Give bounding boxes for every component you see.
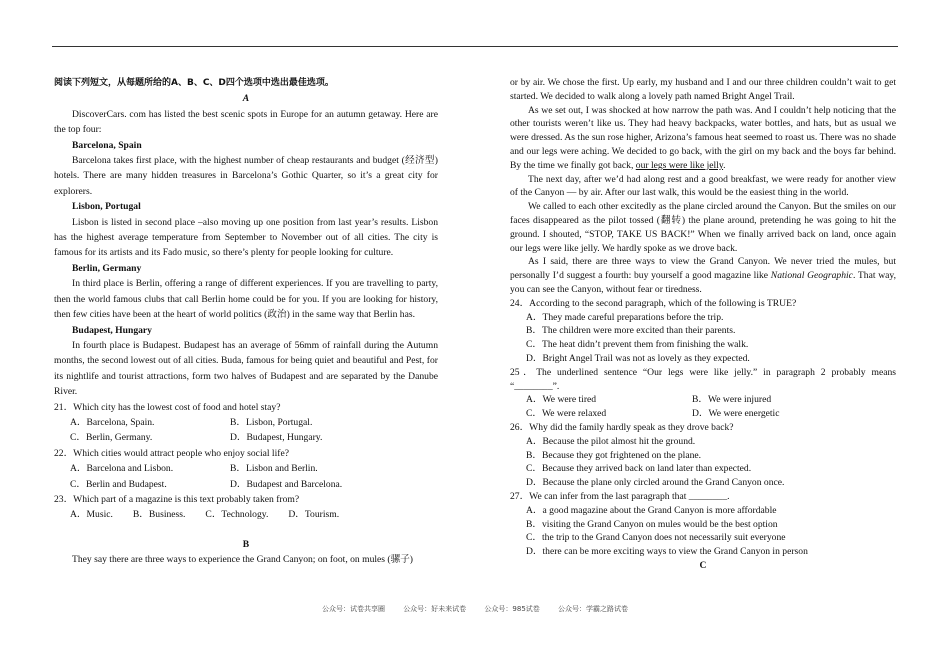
option: B．Because they got frightened on the plane. [526,449,702,461]
passage-a-label: A [242,93,250,105]
option: A．They made careful preparations before the trip. [526,311,724,323]
question-options [510,407,896,421]
footer-item: 公众号：好未来试卷 [403,605,467,613]
option: A．Music. [70,509,113,521]
section-heading: Berlin, Germany [72,262,142,274]
option: C．Berlin, Germany. [70,432,153,444]
passage-b-label: B [242,538,250,550]
section-heading: Lisbon, Portugal [72,201,141,213]
p2-text: As we set out, I was shocked at how narrow the path was. And I couldn’t help noticing that the other tourists weren’t like us. They had heavy backpacks, water bottles, and hats, but as usual we were dressed. As the sun rose higher, Arizona’s famous heat seemed to roast us. There was no shade and our legs were aching. We decided to go back, with the girl on my back and the boys far behind. By the time we finally got back, [510,104,896,171]
p2-end: . [723,159,726,171]
footer-item: 公众号：学霸之路试卷 [558,605,629,613]
left-column [54,76,438,568]
question-options [54,477,438,492]
magazine-name: National Geographic [770,270,853,282]
p5-text: As I said, there are three ways to view the Grand Canyon. We never tried the mules, but personally I’d suggest a fourth: buy yourself a good magazine like [510,256,896,282]
question-options [54,461,438,476]
option: B．visiting the Grand Canyon on mules would be the best option [526,518,778,530]
passage-b-p1-start: They say there are three ways to experience the Grand Canyon; on foot, on mules (骡子) [72,554,413,566]
section-text: Barcelona takes first place, with the highest number of cheap restaurants and budget (经济型) hotels. There are many hidden treasures in Barcelona’s Gothic Quarter, so it’s a great city for explorers. [54,155,438,197]
footer [0,604,950,614]
option: C．the trip to the Grand Canyon does not necessarily suit everyone [526,532,786,544]
option: D．Because the plane only circled around the Grand Canyon once. [526,477,785,489]
option: B．The children were more excited than their parents. [526,325,736,337]
question-stem: 24．According to the second paragraph, which of the following is TRUE? [510,297,797,309]
option: D．We were energetic [692,408,780,420]
option: B．Lisbon, Portugal. [230,416,313,428]
question-options [54,430,438,445]
question-stem: 27．We can infer from the last paragraph that ________. [510,490,730,502]
question-options [54,507,438,522]
underlined-sentence: our legs were like jelly [635,159,724,171]
question-stem: 26．Why did the family hardly speak as they drove back? [510,421,734,433]
passage-b-p2 [510,104,896,173]
footer-item: 公众号：试卷共享圈 [321,605,385,613]
option: C．We were relaxed [526,408,607,420]
option: C．The heat didn’t prevent them from finishing the walk. [526,339,749,351]
option: D．Bright Angel Trail was not as lovely as they expected. [526,352,750,364]
passage-b-p4: We called to each other excitedly as the plane circled around the Canyon. But the smiles on our faces disappeared as the pilot tossed (翻转) the plane around, pretending he was going to hit the ground. I shouted, “STOP, TAKE US BACK!” When we finally arrived back on land, once again our legs were like jelly. We hardly spoke as we drove back. [510,201,896,254]
passage-b-p1-end: or by air. We chose the first. Up early, my husband and I and our three children couldn’t wait to get started. We decided to walk along a lovely path named Bright Angel Trail. [510,77,896,102]
option: C．Berlin and Budapest. [70,478,167,490]
option: C．Technology. [205,509,269,521]
option: D．Tourism. [288,509,340,521]
passage-b-p5 [510,255,896,296]
footer-item: 公众号：985试卷 [484,605,540,613]
question-stem: 21．Which city has the lowest cost of food and hotel stay? [54,401,281,413]
p5-end: . That way, you can see the Canyon, without fear or tiredness. [510,270,896,295]
instruction: 阅读下列短文，从每题所给的A、B、C、D四个选项中选出最佳选项。 [54,78,334,88]
question-options [54,415,438,430]
question-stem: 23．Which part of a magazine is this text probably taken from? [54,493,300,505]
option: A．Barcelona, Spain. [70,416,155,428]
option: B．Lisbon and Berlin. [230,463,318,475]
option: D．Budapest and Barcelona. [230,478,343,490]
option: D．there can be more exciting ways to view the Grand Canyon in person [526,546,808,558]
section-text: Lisbon is listed in second place –also moving up one position from last year’s results. Lisbon has the highest average temperature from September to November out of all cities. The city is famous for its artists and its Fado music, so there’s plenty for people looking for culture. [54,216,438,259]
option: A．Because the pilot almost hit the ground. [526,435,696,447]
option: A．a good magazine about the Grand Canyon is more affordable [526,504,777,516]
option: A．We were tired [526,394,597,406]
section-text: In third place is Berlin, offering a range of different experiences. If you are travelling to party, then the world famous clubs that call Berlin home could be for you. If you are looking for history, then few cities have been at the heart of world politics (政治) in the same way that Berlin has. [54,278,438,321]
option: D．Budapest, Hungary. [230,432,323,444]
option: C．Because they arrived back on land later than expected. [526,463,752,475]
option: B．Business. [132,509,186,521]
section-heading: Barcelona, Spain [72,139,142,151]
question-stem: 25．The underlined sentence “Our legs were like jelly.” in paragraph 2 probably means “________”. [510,366,896,392]
header-rule [52,46,898,47]
section-heading: Budapest, Hungary [72,324,152,336]
question-stem: 22．Which cities would attract people who enjoy social life? [54,447,289,459]
option: B．We were injured [692,394,772,406]
passage-c-label: C [699,559,707,571]
passage-b-p3: The next day, after we’d had along rest and a good breakfast, we were ready for another view of the Canyon — by air. After our last walk, this would be the easiest thing in the world. [510,173,896,199]
section-text: In fourth place is Budapest. Budapest has an average of 56mm of rainfall during the Autumn months, the second lowest out of all cities. Buda, famous for being quiet and beautiful and Pest, for its nightlife and tourist attractions, form two halves of Budapest and are separated by the Danube River. [54,339,438,398]
option: A．Barcelona and Lisbon. [70,463,174,475]
passage-a-intro: DiscoverCars. com has listed the best scenic spots in Europe for an autumn getaway. Here are the top four: [54,108,438,136]
right-column [510,76,896,573]
question-options [510,393,896,407]
